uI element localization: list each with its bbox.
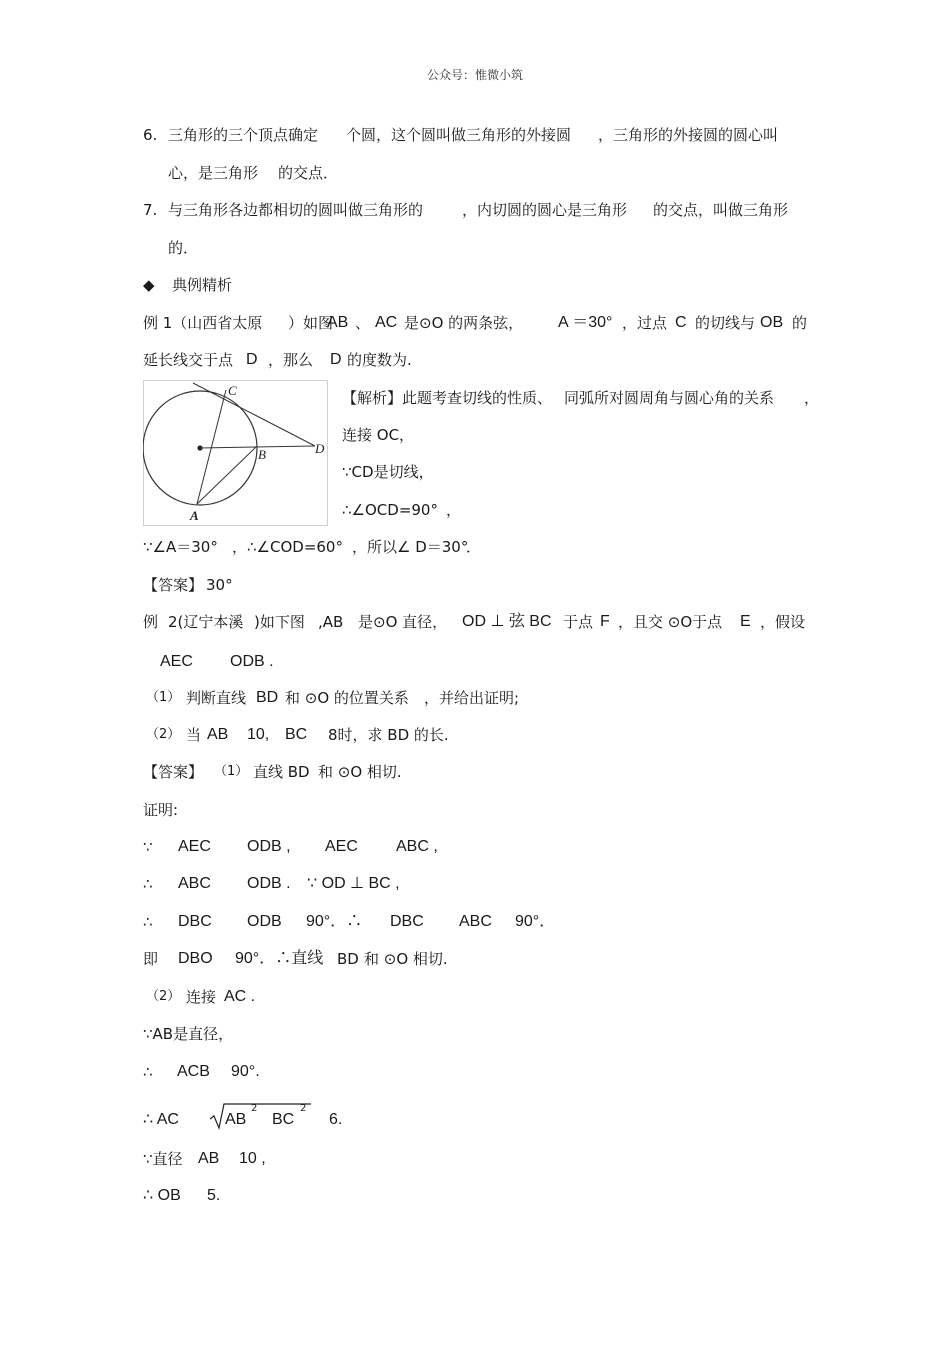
text: AEC: [325, 838, 358, 855]
section-title: 典例精析: [172, 276, 233, 294]
text: 5.: [207, 1187, 221, 1204]
text: ∴: [143, 1063, 153, 1081]
text: 10 ,: [239, 1150, 266, 1167]
text: 例 1（山西省太原: [143, 314, 263, 332]
item-number: 7.: [143, 201, 158, 219]
text: 是⊙O 直径，: [358, 613, 448, 631]
text: AB: [207, 726, 229, 743]
text: BD: [337, 950, 359, 968]
text: ∴: [143, 875, 153, 893]
text: ∴ OB: [143, 1187, 181, 1204]
text: ODB .: [247, 875, 291, 892]
text: ，: [446, 501, 462, 519]
text: 的交点．: [278, 164, 339, 182]
text: ODB ,: [247, 838, 291, 855]
text: OD ⊥ 弦 BC: [462, 613, 552, 630]
text: ∵ OD ⊥ BC ,: [307, 875, 400, 892]
text: C: [675, 314, 687, 331]
text: 与三角形各边都相切的圆叫做三角形的: [168, 201, 424, 219]
text: A ＝30°: [558, 314, 613, 331]
text: 是⊙O 的两条弦，: [404, 314, 524, 332]
text: 延长线交于点: [143, 351, 234, 369]
text: ,AB: [318, 613, 344, 631]
text: AEC: [160, 653, 193, 670]
label-b: B: [258, 447, 266, 462]
text: 【答案】: [143, 576, 204, 594]
text: OB: [760, 314, 784, 331]
text: 30°: [206, 576, 233, 594]
text: BD: [256, 689, 279, 706]
text: 连接: [186, 988, 217, 1006]
text: ，: [804, 389, 820, 407]
text: 连接 OC，: [342, 426, 415, 444]
text: ∵AB是直径，: [143, 1025, 234, 1043]
text: ，并给出证明;: [424, 689, 520, 707]
text: DBC: [390, 913, 424, 930]
circle-tangent-figure: [143, 380, 328, 526]
text: D: [246, 351, 258, 368]
text: （2）: [146, 989, 181, 1004]
text: 【解析】此题考查切线的性质、: [342, 389, 553, 407]
text: 于点: [563, 613, 594, 631]
text: D: [330, 351, 342, 368]
text: DBC: [178, 913, 212, 930]
sqrt-radical: [208, 1101, 312, 1131]
text: ．: [466, 538, 482, 556]
text: 心，是三角形: [168, 164, 259, 182]
text: （1）: [146, 690, 181, 705]
text: AEC: [178, 838, 211, 855]
text: 【答案】: [143, 763, 204, 781]
text: 90°.: [231, 1063, 260, 1080]
text: 证明:: [143, 801, 179, 819]
text: ，所以∠ D＝30°: [352, 538, 469, 556]
text: BC: [285, 726, 308, 743]
label-d: D: [315, 441, 325, 456]
diamond-icon: ◆: [143, 276, 155, 294]
text: DBO: [178, 950, 213, 967]
text: ∴∠OCD=90°: [342, 501, 438, 519]
text: 10,: [247, 726, 270, 743]
text: （1）: [214, 764, 249, 779]
text: 的．: [168, 239, 199, 257]
item-number: 6.: [143, 126, 158, 144]
text: ∵直径: [143, 1150, 183, 1168]
text: ，过点: [622, 314, 668, 332]
text: ，三角形的外接圆的圆心叫: [598, 126, 779, 144]
text: ∵CD是切线，: [342, 463, 434, 481]
text: 三角形的三个顶点确定: [168, 126, 319, 144]
label-a: A: [190, 508, 199, 523]
text: 和 ⊙O 相切.: [364, 950, 448, 968]
page-header: 公众号：惟微小筑: [426, 68, 523, 82]
label-c: C: [228, 383, 237, 398]
text: 的交点，叫做三角形: [653, 201, 789, 219]
text: ，那么: [268, 351, 314, 369]
text: ACB: [177, 1063, 210, 1080]
text: 8时，求 BD 的长.: [328, 726, 449, 744]
text: AB: [327, 314, 349, 331]
text: ABC: [459, 913, 492, 930]
text: ABC ,: [396, 838, 438, 855]
text: 2(辽宁本溪: [168, 613, 244, 631]
tangent-line-cd: [193, 383, 315, 446]
text: ∴: [143, 913, 153, 931]
text: AC: [375, 314, 398, 331]
text: ）如图: [288, 314, 334, 332]
text: 当: [186, 726, 202, 744]
text: AB: [225, 1111, 247, 1128]
text: E: [740, 613, 751, 630]
text: 直线 BD: [253, 763, 310, 781]
text: F: [600, 613, 610, 630]
text: AC .: [224, 988, 256, 1005]
text: ∵: [143, 838, 153, 856]
text: 个圆，这个圆叫做三角形的外接圆: [346, 126, 572, 144]
text: BC: [272, 1111, 295, 1128]
text: ，∴∠COD=60°: [232, 538, 343, 556]
text: 的度数为.: [347, 351, 412, 369]
text: 90°．: [515, 913, 556, 930]
text: AB: [198, 1150, 220, 1167]
text: 90°．∴直线: [235, 950, 324, 967]
text: ODB: [247, 913, 282, 930]
text: ∴ AC: [143, 1111, 179, 1128]
text: ，假设: [760, 613, 806, 631]
text: 90°．∴: [306, 913, 363, 930]
text: 的切线与: [695, 314, 756, 332]
exponent: 2: [300, 1103, 307, 1114]
text: ，且交 ⊙O于点: [618, 613, 723, 631]
exponent: 2: [251, 1103, 258, 1114]
text: 和 ⊙O 的位置关系: [285, 689, 409, 707]
text: 和 ⊙O 相切.: [318, 763, 402, 781]
text: 的: [792, 314, 808, 332]
text: 即: [143, 950, 159, 968]
text: 、: [355, 314, 371, 332]
text: )如下图: [254, 613, 305, 631]
text: 例: [143, 613, 159, 631]
text: 判断直线: [186, 689, 247, 707]
text: ∵∠A＝30°: [143, 538, 218, 556]
text: （2）: [146, 727, 181, 742]
figure-border: [144, 381, 328, 526]
text: 同弧所对圆周角与圆心角的关系: [564, 389, 775, 407]
text: ABC: [178, 875, 211, 892]
text: ODB .: [230, 653, 274, 670]
chord-ab: [197, 447, 256, 504]
text: 6.: [329, 1111, 343, 1128]
text: ，内切圆的圆心是三角形: [462, 201, 628, 219]
